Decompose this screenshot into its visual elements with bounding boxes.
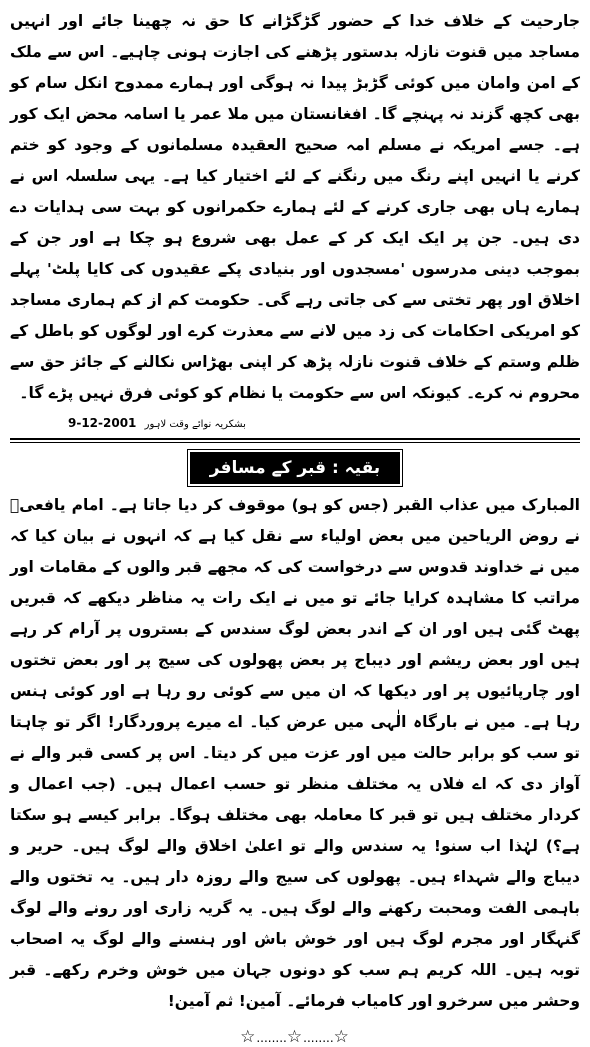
section-heading-container	[10, 452, 580, 484]
article-paragraph-continued: المبارک میں عذاب القبر (جس کو ہو) موقوف کر دیا جاتا ہے۔ امام یافعیؒ نے روض الریاحین میں بعض اولیاء سے نقل کیا ہے کہ انہوں نے بیان کیا کہ میں نے خداوند قدوس سے درخواست کی کہ مجھے قبر والوں کے مقامات اور مراتب کا مشاہدہ کرایا جائے تو میں نے ایک رات یہ مناظر دیکھے کہ قبریں پھٹ گئی ہیں اور ان کے اندر بعض لوگ سندس کے بستروں پر آرام کر رہے ہیں اور بعض ریشم اور دیباج پر بعض پھولوں کی سیج پر اور بعض تختوں اور چارپائیوں پر اور دیکھا کہ ان میں سے کوئی رو رہا ہے اور کوئی ہنس رہا ہے۔ میں نے بارگاہ الٰہی میں عرض کیا۔ اے میرے پروردگار! اگر تو چاہتا تو سب کو برابر حالت میں اور عزت میں کر دیتا۔ اس پر کسی قبر والے نے آواز دی کہ اے فلاں یہ مختلف منظر تو حسب اعمال ہیں۔ (جب اعمال و کردار مختلف ہیں تو قبر کا معاملہ بھی مختلف ہوگا۔ برابر کیسے ہو سکتا ہے؟) لہٰذا اب سنو! یہ سندس والے تو اعلیٰ اخلاق والے لوگ ہیں۔ حریر و دیباج والے شہداء ہیں۔ پھولوں کی سیج والے روزہ دار ہیں۔ یہ تختوں والے باہمی الفت ومحبت رکھنے والے لوگ ہیں۔ یہ گریہ زاری اور رونے والے لوگ گنہگار اور مجرم لوگ ہیں اور خوش باش اور ہنسنے والے لوگ یہ اصحاب توبہ ہیں۔ اللہ کریم ہم سب کو دونوں جہان میں خوش وخرم رکھے۔ قبر وحشر میں سرخرو اور کامیاب فرمائے۔ آمین! ثم آمین!	[10, 496, 580, 1010]
credit-date: 9-12-2001	[68, 416, 137, 430]
section-heading: بقیہ : قبر کے مسافر	[190, 452, 400, 484]
star-icon: ☆	[333, 1027, 350, 1047]
article-credit	[68, 413, 580, 435]
article-paragraph-top: جارحیت کے خلاف خدا کے حضور گڑگڑانے کا حق نہ چھینا جائے اور انہیں مساجد میں قنوت نازلہ بدستور پڑھنے کی اجازت ہونی چاہیے۔ اس سے ملک کے امن وامان میں کوئی گڑبڑ پیدا نہ ہوگی اور ہمارے ممدوح انکل سام کو بھی کچھ گزند نہ پہنچے گا۔ افغانستان میں ملا عمر یا اسامہ محض ایک کور ہے۔ جسے امریکہ نے مسلم امہ صحیح العقیدہ مسلمانوں کے وجود کو ختم کرنے یا انہیں اپنے رنگ میں رنگنے کے لئے اختیار کیا ہے۔ یہی سلسلہ اس نے ہمارے ہاں بھی جاری کرنے کے لئے ہمارے حکمرانوں کو بہت سی ہدایات دے دی ہیں۔ جن پر ایک ایک کر کے عمل بھی شروع ہو چکا ہے اور جن کے بموجب دینی مدرسوں 'مسجدوں اور بنیادی پکے عقیدوں کی کایا پلٹ' پہلے اخلاق اور پھر تختی سے کی جاتی رہے گی۔ حکومت کم از کم ہماری مساجد کو امریکی احکامات کی زد میں لانے سے معذرت کرے اور لوگوں کو باطل کے ظلم وستم کے خلاف قنوت نازلہ پڑھ کر اپنی بھڑاس نکالنے کے جائز حق سے محروم نہ کرے۔ کیونکہ اس سے حکومت یا نظام کو کوئی فرق نہیں پڑے گا۔	[10, 12, 580, 402]
ornament-dots: ........	[256, 1031, 287, 1045]
star-icon: ☆	[286, 1027, 304, 1047]
section-divider	[10, 438, 580, 443]
credit-source: بشکریہ نوائے وقت لاہور	[144, 419, 246, 430]
end-ornament	[10, 1027, 580, 1047]
star-icon: ☆	[240, 1027, 257, 1047]
ornament-dots: ........	[303, 1031, 334, 1045]
